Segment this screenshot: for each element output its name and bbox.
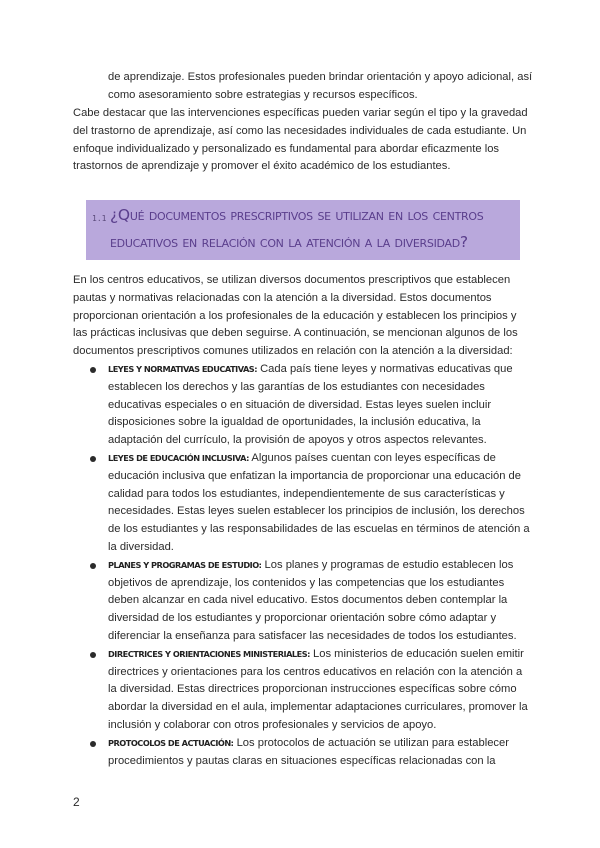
list-item-term: LEYES Y NORMATIVAS EDUCATIVAS: — [108, 364, 257, 374]
list-item-text: Los ministerios de educación suelen emitir directrices y orientaciones para los centros educativos en relación con la atención a la diversidad. Estas directrices proporcionan instrucciones específicas sobre cómo abordar la diversidad en el aula, implementar adaptaciones curriculares, promover la inclusión y colaborar con otros profesionales y servicios de apoyo. — [108, 647, 528, 731]
list-item-term: PLANES Y PROGRAMAS DE ESTUDIO: — [108, 559, 262, 570]
documents-list — [90, 361, 533, 770]
list-item-term: LEYES DE EDUCACIÓN INCLUSIVA: — [108, 452, 249, 463]
section-heading — [86, 200, 520, 260]
list-item-term: PROTOCOLOS DE ACTUACIÓN: — [108, 737, 234, 748]
list-item-text: Cada país tiene leyes y normativas educativas que establecen los derechos y las garantías de los estudiantes con necesidades educativas especiales o en situación de diversidad. Estas leyes suelen incluir disposiciones sobre la igualdad de oportunidades, la inclusión educativa, la adaptación del currículo, la provisión de apoyos y otros aspectos relevantes. — [108, 363, 513, 447]
list-item — [90, 646, 533, 735]
list-item — [90, 735, 533, 771]
list-item-text: Algunos países cuentan con leyes específicas de educación inclusiva que enfatizan la importancia de proporcionar una educación de calidad para todos los estudiantes, independientemente de sus características y necesidades. Estas leyes suelen establecer los principios de inclusión, los derechos de los estudiantes y las responsabilidades de las escuelas en términos de atención a la diversidad. — [108, 451, 530, 553]
list-item — [90, 557, 533, 646]
closing-paragraph: Cabe destacar que las intervenciones específicas pueden variar según el tipo y la gravedad del trastorno de aprendizaje, así como las necesidades individuales de cada estudiante. Un enfoque individualizado y personalizado es fundamental para abordar eficazmente los trastornos de aprendizaje y promover el éxito académico de los estudiantes. — [73, 107, 528, 173]
list-item-text: Los protocolos de actuación se utilizan para establecer procedimientos y pautas claras en situaciones específicas relacionadas con la — [108, 736, 509, 767]
list-item-text: Los planes y programas de estudio establecen los objetivos de aprendizaje, los contenidos y las competencias que los estudiantes deben alcanzar en cada nivel educativo. Estos documentos deben contemplar la diversidad de los estudiantes y proporcionar orientación sobre cómo adaptar y diferenciar la enseñanza para satisfacer las necesidades de todos los estudiantes. — [108, 558, 517, 642]
section-number: 1.1 — [92, 214, 107, 223]
bullet-icon — [90, 652, 96, 658]
list-item-term: DIRECTRICES Y ORIENTACIONES MINISTERIALES: — [108, 648, 310, 659]
bullet-icon — [90, 367, 96, 373]
continuation-text: de aprendizaje. Estos profesionales pueden brindar orientación y apoyo adicional, así como asesoramiento sobre estrategias y recursos específicos. — [108, 71, 533, 101]
bullet-icon — [90, 563, 96, 569]
bullet-icon — [90, 741, 96, 747]
bullet-icon — [90, 456, 96, 462]
list-item — [90, 450, 533, 557]
page-number: 2 — [73, 795, 80, 809]
section-title: ¿Qué documentos prescriptivos se utilizan en los centros educativos en relación con la atención a la diversidad? — [110, 206, 484, 251]
list-item — [90, 361, 533, 450]
intro-paragraph: En los centros educativos, se utilizan diversos documentos prescriptivos que establecen pautas y normativas relacionadas con la atención a la diversidad. Estos documentos proporcionan orientación a los profesionales de la educación y establecen los principios y las prácticas inclusivas que deben seguirse. A continuación, se mencionan algunos de los documentos prescriptivos comunes utilizados en relación con la atención a la diversidad: — [73, 274, 518, 358]
